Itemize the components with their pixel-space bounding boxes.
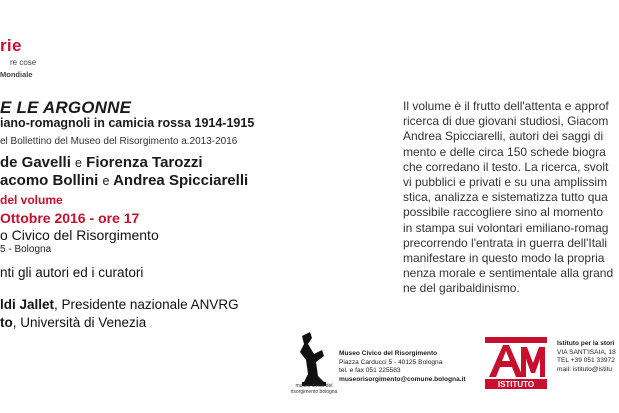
- museum-email: museorisorgimento@comune.bologna.it: [339, 375, 466, 383]
- author-conjunction: e: [102, 174, 110, 188]
- speakers-intro: nti gli autori ed i curatori: [0, 265, 144, 280]
- speaker-role: , Presidente nazionale ANVRG: [54, 297, 239, 312]
- museum-logo-caption: museo civico del risorgimento bologna: [290, 383, 338, 395]
- event-title: E LE ARGONNE: [0, 98, 132, 117]
- museum-address: Piazza Carducci 5 - 40125 Bologna: [339, 358, 443, 366]
- author-name: acomo Bollini: [0, 172, 99, 189]
- museum-name: Museo Civico del Risorgimento: [339, 350, 438, 357]
- presentation-label: del volume: [0, 193, 63, 207]
- event-date: Ottobre 2016 - ore 17: [0, 210, 140, 226]
- description-line: vi pubblici e privati e su una amplissim: [403, 174, 608, 189]
- institute-logo-text: ISTITUTO: [497, 380, 535, 389]
- event-venue: o Civico del Risorgimento: [0, 227, 159, 243]
- speaker-name: ldi Jallet: [0, 297, 55, 312]
- event-subtitle: iano-romagnoli in camicia rossa 1914-1915: [0, 116, 255, 130]
- museum-contact: [339, 350, 466, 384]
- logo-subtitle: Mondiale: [0, 70, 33, 79]
- author-name: de Gavelli: [0, 154, 71, 171]
- institute-name: Istituto per la stori: [557, 340, 615, 347]
- event-address: 5 - Bologna: [0, 244, 52, 255]
- institute-phone: TEL +39 051 33972: [557, 357, 615, 364]
- institute-contact: [557, 340, 616, 374]
- description-line: in stampa sui volontari emiliano-romag: [403, 220, 609, 235]
- logo-wordmark: rie: [0, 36, 22, 55]
- institute-address: VIA SANT'ISAIA, 18: [557, 348, 616, 356]
- speaker-name: to: [0, 315, 13, 330]
- description-line: mento e delle circa 150 schede biogra: [403, 144, 606, 159]
- description-line: ne del garibaldinismo.: [403, 281, 520, 296]
- description-line: possibile raccogliere sino al momento: [403, 205, 604, 220]
- speaker-role: , Università di Venezia: [12, 315, 147, 330]
- author-name: Fiorenza Tarozzi: [86, 154, 203, 171]
- description-line: precorrendo l'entrata in guerra dell'Itali: [403, 235, 608, 250]
- description-line: che corredano il testo. La ricerca, svolt: [403, 159, 609, 174]
- authors-line-1: [0, 154, 203, 171]
- speaker-1: [0, 297, 239, 312]
- book-description: [403, 99, 619, 296]
- description-line: stica, analizza e sistematizza tutto qua: [403, 190, 608, 205]
- logo-tagline: re cose: [10, 58, 37, 67]
- author-name: Andrea Spicciarelli: [113, 172, 249, 189]
- speaker-2: [0, 315, 146, 330]
- description-line: ricerca di due giovani studiosi, Giacom: [403, 114, 609, 129]
- institute-logo: [483, 333, 549, 391]
- supplement-note: el Bollettino del Museo del Risorgimento a.2013-2016: [0, 136, 238, 147]
- author-conjunction: e: [75, 156, 82, 170]
- description-line: manifestare in questo modo la propria: [403, 250, 605, 265]
- description-line: nenza morale e sentimentale alla grand: [403, 266, 614, 281]
- description-line: Andrea Spicciarelli, autori dei saggi di: [403, 129, 604, 144]
- museum-phone: tel. e fax 051 225583: [339, 367, 401, 374]
- institute-email: mail: istituto@istitu: [557, 365, 613, 373]
- authors-line-2: [0, 172, 248, 189]
- description-line: Il volume è il frutto dell'attenta e approf: [403, 99, 609, 113]
